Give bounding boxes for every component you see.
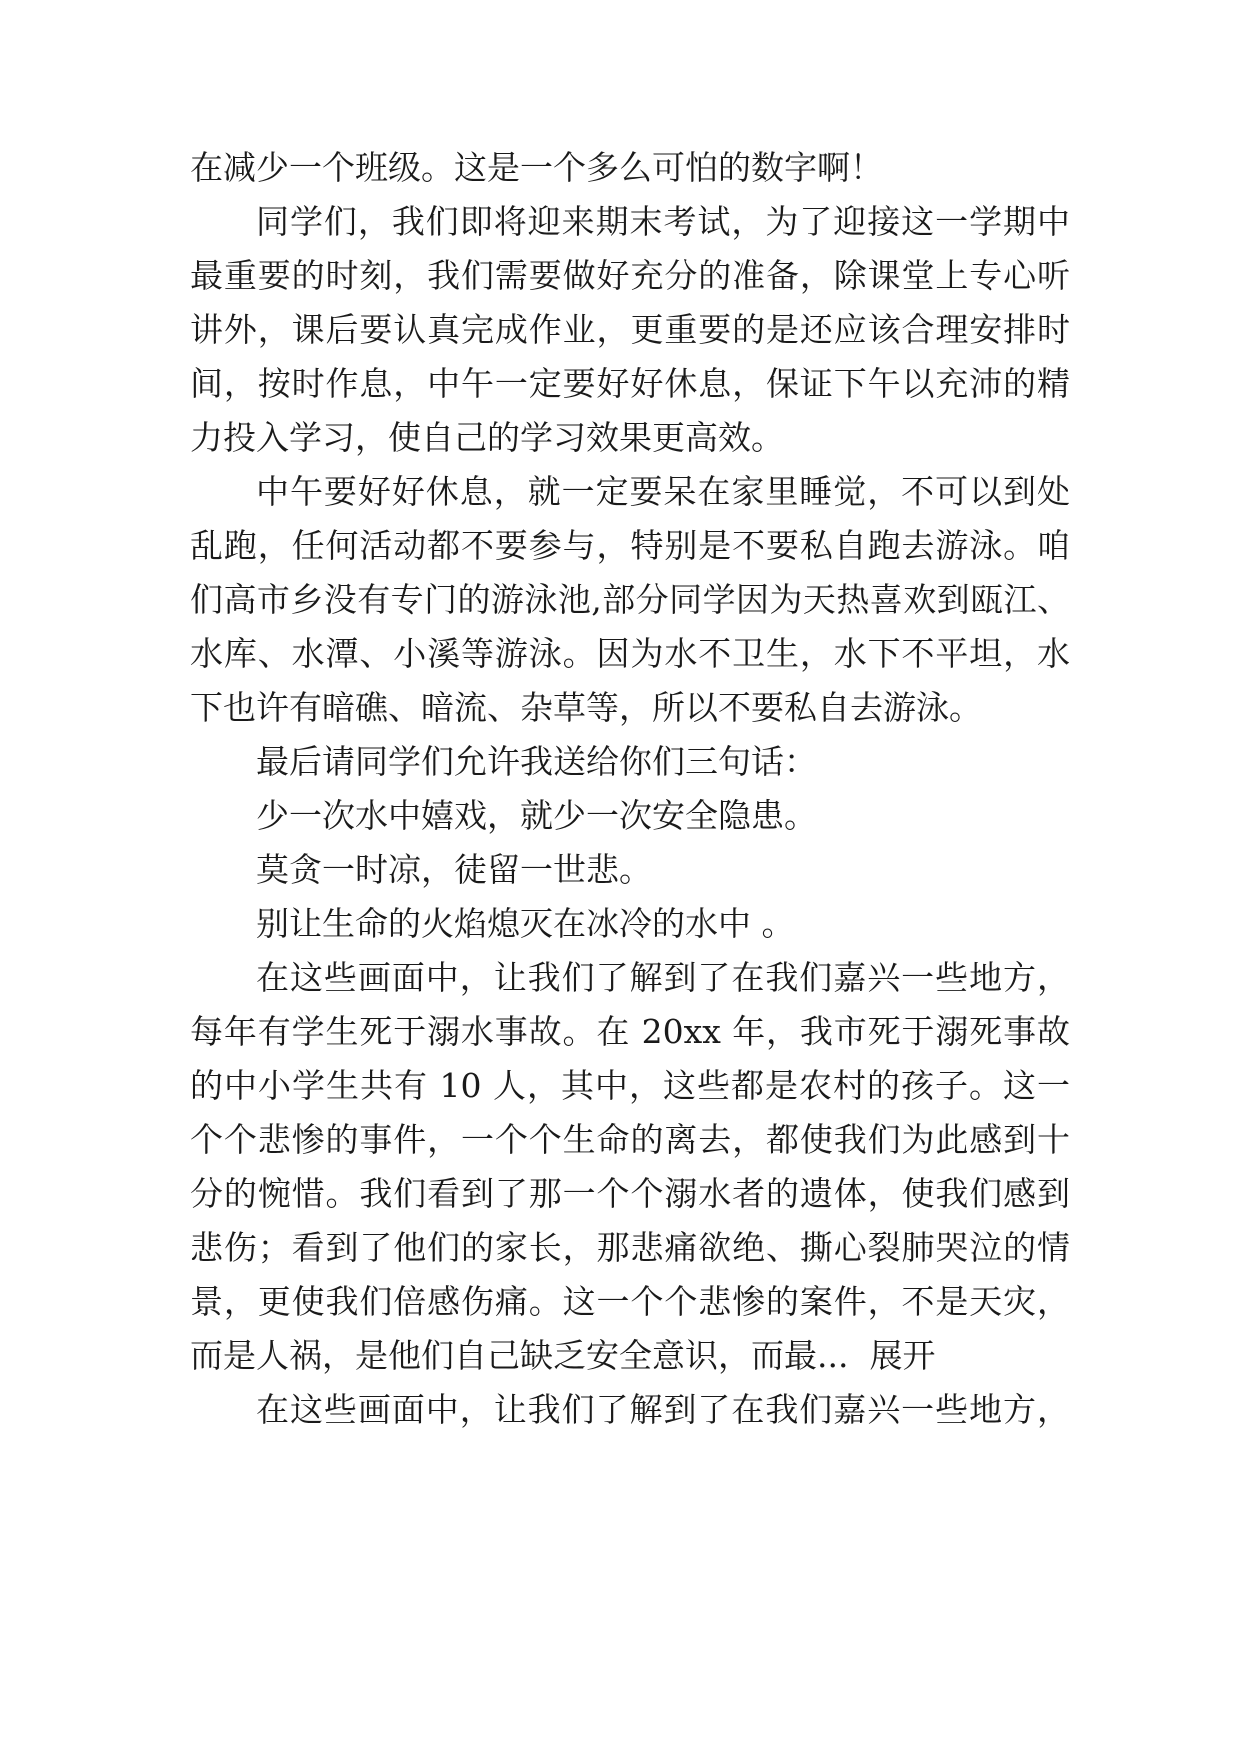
- paragraph-line: 悲伤；看到了他们的家长，那悲痛欲绝、撕心裂肺哭泣的情: [190, 1228, 1070, 1267]
- paragraph-line: 最重要的时刻，我们需要做好充分的准备，除课堂上专心听: [190, 256, 1070, 295]
- expand-link[interactable]: 展开: [869, 1336, 936, 1375]
- paragraph-line: 同学们，我们即将迎来期末考试，为了迎接这一学期中: [256, 202, 1070, 241]
- paragraph-line: 景，更使我们倍感伤痛。这一个个悲惨的案件，不是天灾，: [190, 1282, 1070, 1321]
- paragraph-line: 少一次水中嬉戏，就少一次安全隐患。: [256, 796, 817, 835]
- paragraph-line: 中午要好好休息，就一定要呆在家里睡觉，不可以到处: [256, 472, 1070, 511]
- paragraph-line: 莫贪一时凉，徒留一世悲。: [256, 850, 652, 889]
- truncated-text: 而是人祸，是他们自己缺乏安全意识，而最...: [190, 1336, 849, 1375]
- paragraph-line: 在这些画面中，让我们了解到了在我们嘉兴一些地方，: [256, 958, 1070, 997]
- paragraph-line: 每年有学生死于溺水事故。在 20xx 年，我市死于溺死事故: [190, 1012, 1070, 1051]
- paragraph-line: 下也许有暗礁、暗流、杂草等，所以不要私自去游泳。: [190, 688, 982, 727]
- paragraph-line: 别让生命的火焰熄灭在冰冷的水中 。: [256, 904, 795, 943]
- paragraph-line: 在这些画面中，让我们了解到了在我们嘉兴一些地方，: [256, 1390, 1070, 1429]
- paragraph-line: 力投入学习，使自己的学习效果更高效。: [190, 418, 784, 457]
- paragraph-line: 们高市乡没有专门的游泳池,部分同学因为天热喜欢到瓯江、: [190, 580, 1070, 619]
- paragraph-line: 讲外，课后要认真完成作业，更重要的是还应该合理安排时: [190, 310, 1070, 349]
- paragraph-line: 最后请同学们允许我送给你们三句话：: [256, 742, 817, 781]
- paragraph-line-truncated: [190, 1336, 1070, 1376]
- paragraph-line: 间，按时作息，中午一定要好好休息，保证下午以充沛的精: [190, 364, 1070, 403]
- paragraph-line: 水库、水潭、小溪等游泳。因为水不卫生，水下不平坦，水: [190, 634, 1070, 673]
- paragraph-line: 个个悲惨的事件，一个个生命的离去，都使我们为此感到十: [190, 1120, 1070, 1159]
- paragraph-line: 乱跑，任何活动都不要参与，特别是不要私自跑去游泳。咱: [190, 526, 1070, 565]
- paragraph-line: 的中小学生共有 10 人，其中，这些都是农村的孩子。这一: [190, 1066, 1070, 1105]
- paragraph-line: 分的惋惜。我们看到了那一个个溺水者的遗体，使我们感到: [190, 1174, 1070, 1213]
- paragraph-line: 在减少一个班级。这是一个多么可怕的数字啊！: [190, 148, 883, 187]
